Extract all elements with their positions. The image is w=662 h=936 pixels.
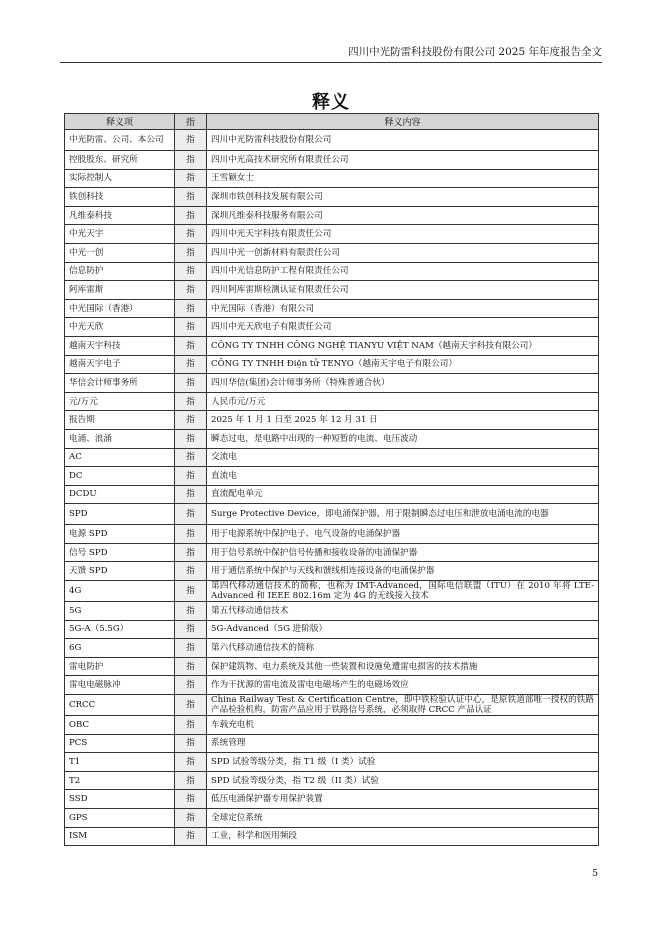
desc-cell: 工业，科学和医用频段: [207, 827, 599, 846]
table-row: [65, 485, 599, 504]
desc-cell: 第四代移动通信技术的简称，也称为 IMT-Advanced，国际电信联盟（ITU）在 2010 年将 LTE-Advanced 和 IEEE 802.16m 定为 4G 的无线接入技术: [207, 581, 599, 602]
term-cell: 中光天欣: [65, 318, 175, 337]
table-row: [65, 771, 599, 790]
desc-cell: 用于信号系统中保护信号传播和接收设备的电涌保护器: [207, 543, 599, 562]
table-body: [65, 130, 599, 846]
desc-cell: 瞬态过电，是电路中出现的一种短暂的电流、电压波动: [207, 429, 599, 448]
zhi-cell: 指: [175, 299, 207, 318]
table-row: [65, 467, 599, 486]
table-row: [65, 225, 599, 244]
term-cell: 6G: [65, 639, 175, 658]
term-cell: 信号 SPD: [65, 543, 175, 562]
table-row: [65, 543, 599, 562]
desc-cell: 直流电: [207, 467, 599, 486]
desc-cell: SPD 试验等级分类，指 T2 级（II 类）试验: [207, 771, 599, 790]
table-row: [65, 206, 599, 225]
desc-cell: 四川中光天宇科技有限责任公司: [207, 225, 599, 244]
zhi-cell: 指: [175, 336, 207, 355]
term-cell: 雷电防护: [65, 657, 175, 676]
desc-cell: 四川中光高技术研究所有限责任公司: [207, 151, 599, 170]
term-cell: CRCC: [65, 695, 175, 716]
zhi-cell: 指: [175, 562, 207, 581]
table-row: [65, 716, 599, 735]
zhi-cell: 指: [175, 281, 207, 300]
zhi-cell: 指: [175, 467, 207, 486]
definitions-table: [64, 113, 599, 846]
zhi-cell: 指: [175, 602, 207, 621]
zhi-cell: 指: [175, 392, 207, 411]
table-row: [65, 504, 599, 525]
desc-cell: Surge Protective Device，即电涌保护器，用于限制瞬态过电压和泄放电涌电流的电器: [207, 504, 599, 525]
table-row: [65, 525, 599, 544]
table-row: [65, 657, 599, 676]
term-cell: 铁创科技: [65, 188, 175, 207]
table-row: [65, 336, 599, 355]
desc-cell: 四川中光防雷科技股份有限公司: [207, 130, 599, 151]
term-cell: 信息防护: [65, 262, 175, 281]
table-row: [65, 188, 599, 207]
table-row: [65, 392, 599, 411]
term-cell: 雷电电磁脉冲: [65, 676, 175, 695]
zhi-cell: 指: [175, 243, 207, 262]
zhi-cell: 指: [175, 581, 207, 602]
term-cell: 5G: [65, 602, 175, 621]
desc-cell: 四川中光天欣电子有限责任公司: [207, 318, 599, 337]
zhi-cell: 指: [175, 262, 207, 281]
term-cell: 华信会计师事务所: [65, 374, 175, 393]
table-row: [65, 562, 599, 581]
term-cell: 控股股东、研究所: [65, 151, 175, 170]
table-row: [65, 809, 599, 828]
column-header-zhi: 指: [175, 114, 207, 130]
desc-cell: 用于电源系统中保护电子、电气设备的电涌保护器: [207, 525, 599, 544]
zhi-cell: 指: [175, 676, 207, 695]
desc-cell: 第五代移动通信技术: [207, 602, 599, 621]
zhi-cell: 指: [175, 169, 207, 188]
desc-cell: 四川华信(集团)会计师事务所（特殊普通合伙）: [207, 374, 599, 393]
zhi-cell: 指: [175, 130, 207, 151]
desc-cell: 作为干扰源的雷电流及雷电电磁场产生的电磁场效应: [207, 676, 599, 695]
desc-cell: 人民币元/万元: [207, 392, 599, 411]
desc-cell: 直流配电单元: [207, 485, 599, 504]
desc-cell: SPD 试验等级分类，指 T1 级（I 类）试验: [207, 753, 599, 772]
desc-cell: China Railway Test & Certification Centre，即中铁检验认证中心，是原铁道部唯一授权的铁路产品检验机构，防雷产品应用于铁路信号系统，必须取得 CRCC 产品认证: [207, 695, 599, 716]
term-cell: 天馈 SPD: [65, 562, 175, 581]
term-cell: T2: [65, 771, 175, 790]
term-cell: GPS: [65, 809, 175, 828]
term-cell: DCDU: [65, 485, 175, 504]
column-header-desc: 释义内容: [207, 114, 599, 130]
table-row: [65, 130, 599, 151]
desc-cell: 用于通信系统中保护与天线和馈线相连接设备的电涌保护器: [207, 562, 599, 581]
desc-cell: 王雪颖女士: [207, 169, 599, 188]
zhi-cell: 指: [175, 827, 207, 846]
table-row: [65, 695, 599, 716]
table-row: [65, 429, 599, 448]
column-header-term: 释义项: [65, 114, 175, 130]
desc-cell: 5G-Advanced（5G 进阶版）: [207, 620, 599, 639]
zhi-cell: 指: [175, 429, 207, 448]
term-cell: 电源 SPD: [65, 525, 175, 544]
table-row: [65, 262, 599, 281]
term-cell: 元/万元: [65, 392, 175, 411]
table-row: [65, 602, 599, 621]
zhi-cell: 指: [175, 639, 207, 658]
zhi-cell: 指: [175, 790, 207, 809]
desc-cell: 四川中光信息防护工程有限责任公司: [207, 262, 599, 281]
table-header-row: [65, 114, 599, 130]
desc-cell: 中光国际（香港）有限公司: [207, 299, 599, 318]
term-cell: 4G: [65, 581, 175, 602]
zhi-cell: 指: [175, 318, 207, 337]
zhi-cell: 指: [175, 355, 207, 374]
table-row: [65, 620, 599, 639]
term-cell: AC: [65, 448, 175, 467]
zhi-cell: 指: [175, 206, 207, 225]
desc-cell: 四川中光一创新材料有限责任公司: [207, 243, 599, 262]
page-title: 释义: [312, 92, 350, 113]
table-row: [65, 243, 599, 262]
term-cell: 越南天宇电子: [65, 355, 175, 374]
desc-cell: 系统管理: [207, 734, 599, 753]
desc-cell: 深圳凡维泰科技服务有限公司: [207, 206, 599, 225]
zhi-cell: 指: [175, 188, 207, 207]
table-row: [65, 299, 599, 318]
table-row: [65, 318, 599, 337]
term-cell: 中光一创: [65, 243, 175, 262]
zhi-cell: 指: [175, 448, 207, 467]
desc-cell: 低压电涌保护器专用保护装置: [207, 790, 599, 809]
term-cell: OBC: [65, 716, 175, 735]
zhi-cell: 指: [175, 734, 207, 753]
zhi-cell: 指: [175, 374, 207, 393]
zhi-cell: 指: [175, 657, 207, 676]
zhi-cell: 指: [175, 485, 207, 504]
term-cell: 中光天宇: [65, 225, 175, 244]
term-cell: 电涌、浪涌: [65, 429, 175, 448]
table-row: [65, 827, 599, 846]
term-cell: SSD: [65, 790, 175, 809]
table-row: [65, 448, 599, 467]
table-row: [65, 281, 599, 300]
table-row: [65, 355, 599, 374]
desc-cell: 交流电: [207, 448, 599, 467]
zhi-cell: 指: [175, 225, 207, 244]
zhi-cell: 指: [175, 695, 207, 716]
zhi-cell: 指: [175, 525, 207, 544]
table-row: [65, 753, 599, 772]
desc-cell: CÔNG TY TNHH CÔNG NGHỆ TIANYU VIỆT NAM（越南天宇科技有限公司）: [207, 336, 599, 355]
header-text: 四川中光防雷科技股份有限公司 2025 年年度报告全文: [348, 46, 602, 58]
table-row: [65, 676, 599, 695]
zhi-cell: 指: [175, 771, 207, 790]
desc-cell: 2025 年 1 月 1 日至 2025 年 12 月 31 日: [207, 411, 599, 430]
table-row: [65, 411, 599, 430]
term-cell: T1: [65, 753, 175, 772]
table-row: [65, 169, 599, 188]
zhi-cell: 指: [175, 504, 207, 525]
term-cell: 越南天宇科技: [65, 336, 175, 355]
zhi-cell: 指: [175, 411, 207, 430]
table-row: [65, 151, 599, 170]
desc-cell: CÔNG TY TNHH Điện tử TENYO（越南天宇电子有限公司）: [207, 355, 599, 374]
term-cell: ISM: [65, 827, 175, 846]
term-cell: 中光国际（香港）: [65, 299, 175, 318]
term-cell: PCS: [65, 734, 175, 753]
term-cell: 实际控制人: [65, 169, 175, 188]
term-cell: 5G-A（5.5G）: [65, 620, 175, 639]
term-cell: 报告期: [65, 411, 175, 430]
table-row: [65, 639, 599, 658]
zhi-cell: 指: [175, 809, 207, 828]
desc-cell: 全球定位系统: [207, 809, 599, 828]
page-number: 5: [591, 868, 598, 879]
term-cell: DC: [65, 467, 175, 486]
term-cell: SPD: [65, 504, 175, 525]
zhi-cell: 指: [175, 543, 207, 562]
table-row: [65, 734, 599, 753]
zhi-cell: 指: [175, 620, 207, 639]
term-cell: 凡维泰科技: [65, 206, 175, 225]
term-cell: 中光防雷、公司、本公司: [65, 130, 175, 151]
table-row: [65, 374, 599, 393]
term-cell: 阿库雷斯: [65, 281, 175, 300]
page-header: [60, 44, 602, 63]
table-row: [65, 790, 599, 809]
desc-cell: 深圳市铁创科技发展有限公司: [207, 188, 599, 207]
desc-cell: 第六代移动通信技术的简称: [207, 639, 599, 658]
desc-cell: 四川阿库雷斯检测认证有限责任公司: [207, 281, 599, 300]
desc-cell: 车载充电机: [207, 716, 599, 735]
zhi-cell: 指: [175, 753, 207, 772]
table-row: [65, 581, 599, 602]
desc-cell: 保护建筑物、电力系统及其他一些装置和设施免遭雷电损害的技术措施: [207, 657, 599, 676]
zhi-cell: 指: [175, 716, 207, 735]
zhi-cell: 指: [175, 151, 207, 170]
